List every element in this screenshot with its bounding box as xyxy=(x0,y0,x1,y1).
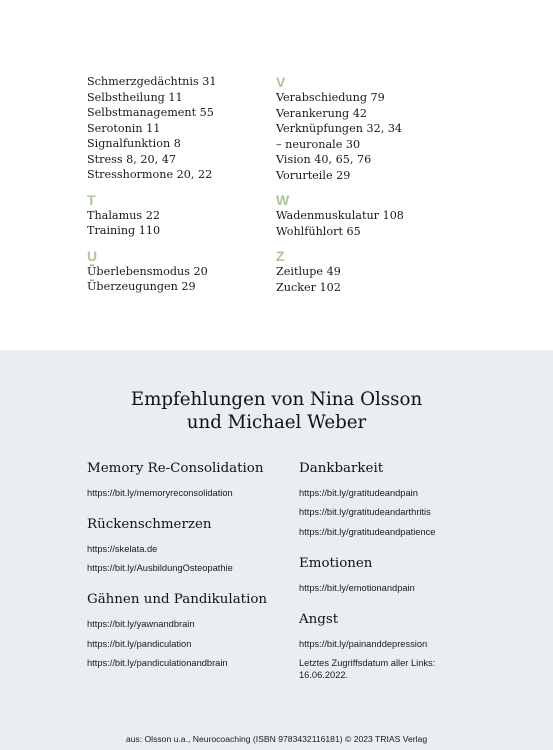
index-entry: Verabschiedung 79 xyxy=(276,91,385,104)
index-entry: Zeitlupe 49 xyxy=(276,265,341,278)
index-entry: Verankerung 42 xyxy=(276,106,368,120)
recommendations-panel xyxy=(0,350,553,750)
link[interactable]: https://bit.ly/emotionandpain xyxy=(299,582,415,593)
section-heading: Rückenschmerzen xyxy=(87,517,212,532)
index-entry: Stresshormone 20, 22 xyxy=(87,168,213,181)
index-entry: Thalamus 22 xyxy=(87,208,160,222)
index-letter-heading: U xyxy=(87,247,98,264)
section-heading: Angst xyxy=(299,611,339,627)
index-column-right xyxy=(276,74,506,295)
index-letter-heading: T xyxy=(87,191,96,208)
index-letter-heading: Z xyxy=(276,248,285,264)
index-section xyxy=(0,0,553,350)
link[interactable]: https://bit.ly/pandiculation xyxy=(87,638,192,649)
index-entry: Signalfunktion 8 xyxy=(87,137,181,150)
link[interactable]: https://bit.ly/memoryreconsolidation xyxy=(87,488,233,498)
index-entry: Wadenmuskulatur 108 xyxy=(276,209,404,222)
section-heading: Dankbarkeit xyxy=(299,461,384,476)
link[interactable]: https://bit.ly/gratitudeandarthritis xyxy=(299,507,431,518)
recommendations-title xyxy=(0,388,553,434)
access-date-note: Letztes Zugriffsdatum aller Links: 16.06.2022. xyxy=(299,657,436,680)
index-entry: Vorurteile 29 xyxy=(276,168,351,182)
index-entry: Überlebensmodus 20 xyxy=(87,264,208,278)
link[interactable]: https://bit.ly/AusbildungOsteopathie xyxy=(87,563,233,574)
link[interactable]: https://bit.ly/gratitudeandpatience xyxy=(299,526,436,537)
index-entry: Selbstmanagement 55 xyxy=(87,106,214,119)
title-line-2: und Michael Weber xyxy=(186,412,367,433)
section-heading: Emotionen xyxy=(299,555,373,571)
index-entry: Serotonin 11 xyxy=(87,121,161,135)
index-entry: Wohlfühlort 65 xyxy=(276,224,361,238)
index-entry: Überzeugungen 29 xyxy=(87,280,196,293)
recommendations-column-right xyxy=(299,460,499,681)
link[interactable]: https://bit.ly/yawnandbrain xyxy=(87,619,195,630)
index-entry: Training 110 xyxy=(87,224,161,237)
index-entry: Zucker 102 xyxy=(276,280,341,294)
link[interactable]: https://bit.ly/painanddepression xyxy=(299,638,428,649)
source-footer: aus: Olsson u.a., Neurocoaching (ISBN 9783432116181) © 2023 TRIAS Verlag xyxy=(125,734,428,744)
section-heading: Memory Re-Consolidation xyxy=(87,461,264,476)
index-entry: Verknüpfungen 32, 34 xyxy=(276,122,403,135)
index-subentry: – neuronale 30 xyxy=(276,137,361,151)
link[interactable]: https://bit.ly/gratitudeandpain xyxy=(299,488,418,498)
index-letter-heading: V xyxy=(276,74,286,90)
index-entry: Selbstheilung 11 xyxy=(87,90,183,104)
link[interactable]: https://skelata.de xyxy=(87,544,158,554)
index-entry: Schmerzgedächtnis 31 xyxy=(87,75,217,88)
title-line-1: Empfehlungen von Nina Olsson xyxy=(130,389,423,410)
index-entry: Stress 8, 20, 47 xyxy=(87,152,176,166)
recommendations-column-left xyxy=(87,460,292,676)
link[interactable]: https://bit.ly/pandiculationandbrain xyxy=(87,657,228,668)
index-letter-heading: W xyxy=(276,192,290,208)
section-heading: Gähnen und Pandikulation xyxy=(87,592,268,608)
index-entry: Vision 40, 65, 76 xyxy=(276,153,372,166)
